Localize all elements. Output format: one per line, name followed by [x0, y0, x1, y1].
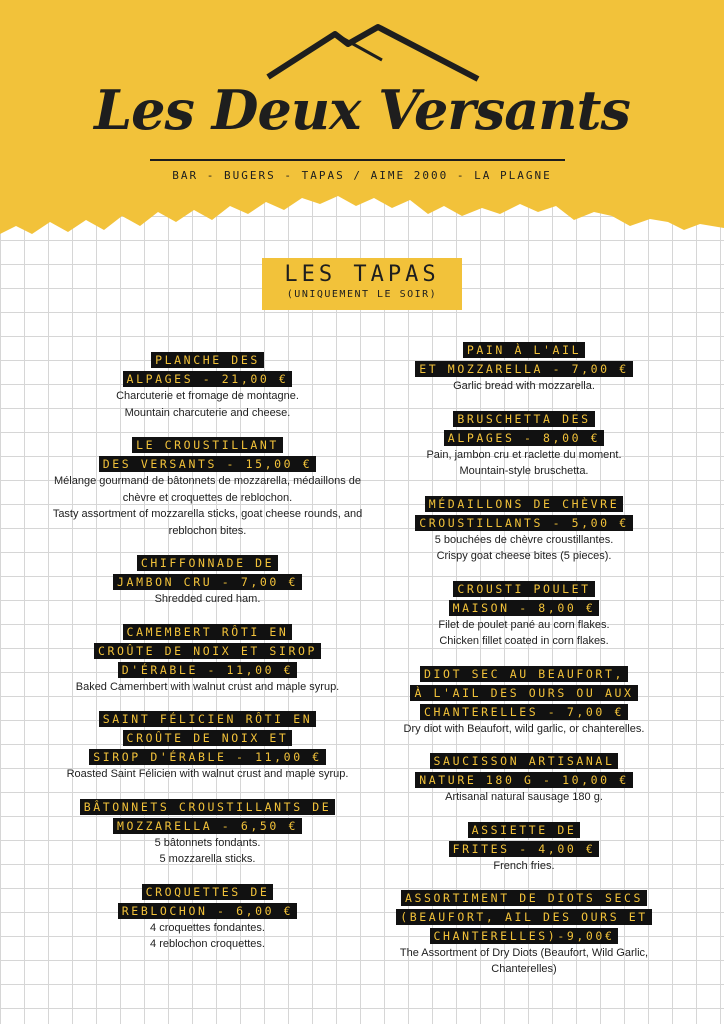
menu-item-title: FRITES - 4,00 €	[449, 841, 600, 857]
menu-item-title: PLANCHE DES	[151, 352, 264, 368]
menu-item-title: CAMEMBERT RÔTI EN	[123, 624, 293, 640]
header-banner	[0, 0, 724, 250]
menu-item-title: CHANTERELLES)-9,00€	[430, 928, 619, 944]
menu-item-description: Garlic bread with mozzarella.	[453, 380, 595, 392]
menu-item-title: MÉDAILLONS DE CHÈVRE	[425, 496, 623, 512]
menu-item-title: SAUCISSON ARTISANAL	[430, 753, 619, 769]
menu-item	[370, 888, 678, 977]
menu-item-description: 5 mozzarella sticks.	[159, 853, 256, 865]
menu-item	[50, 350, 365, 421]
menu-item-description: 4 croquettes fondantes.	[150, 921, 265, 934]
menu-item-title: ASSIETTE DE	[468, 822, 581, 838]
menu-item-description: Pain, jambon cru et raclette du moment.	[426, 448, 622, 461]
section-title: LES TAPAS	[284, 262, 440, 287]
menu-item-title: DIOT SEC AU BEAUFORT,	[420, 666, 628, 682]
menu-item-title: BRUSCHETTA DES	[453, 411, 594, 427]
menu-item-title: CROÛTE DE NOIX ET	[123, 730, 293, 746]
menu-item-description: Artisanal natural sausage 180 g.	[445, 791, 603, 803]
menu-item-title: ET MOZZARELLA - 7,00 €	[415, 361, 633, 377]
menu-item	[50, 797, 365, 868]
menu-item	[370, 409, 678, 480]
menu-item-title: PAIN À L'AIL	[463, 342, 585, 358]
menu-item	[370, 579, 678, 650]
menu-item	[370, 820, 678, 875]
menu-item-description: The Assortment of Dry Diots (Beaufort, Wild Garlic, Chanterelles)	[399, 947, 649, 975]
menu-item	[50, 709, 365, 783]
menu-item-description: Tasty assortment of mozzarella sticks, goat cheese rounds, and	[52, 508, 363, 520]
menu-item-description: 5 bâtonnets fondants.	[154, 836, 261, 849]
menu-item-title: JAMBON CRU - 7,00 €	[113, 574, 302, 590]
menu-item-description: Filet de poulet pané au corn flakes.	[438, 618, 610, 631]
menu-item-description: reblochon bites.	[168, 524, 247, 537]
menu-column-right	[370, 340, 678, 991]
brand-name: Les Deux Versants	[94, 78, 630, 142]
menu-item-title: MOZZARELLA - 6,50 €	[113, 818, 302, 834]
menu-item-description: Mountain charcuterie and cheese.	[124, 406, 291, 419]
menu-item-title: CROUSTI POULET	[453, 581, 594, 597]
menu-item-title: SIROP D'ÉRABLE - 11,00 €	[89, 749, 326, 765]
menu-item-title: CHANTERELLES - 7,00 €	[420, 704, 628, 720]
menu-item-title: ALPAGES - 21,00 €	[123, 371, 293, 387]
menu-item-title: CROUSTILLANTS - 5,00 €	[415, 515, 633, 531]
menu-item-description: 4 reblochon croquettes.	[150, 938, 265, 950]
menu-item-title: MAISON - 8,00 €	[449, 600, 600, 616]
menu-item-title: CROÛTE DE NOIX ET SIROP	[94, 643, 321, 659]
menu-item-description: Crispy goat cheese bites (5 pieces).	[436, 550, 612, 562]
menu-item-title: DES VERSANTS - 15,00 €	[99, 456, 317, 472]
menu-item-title: ASSORTIMENT DE DIOTS SECS	[401, 890, 647, 906]
menu-item-title: SAINT FÉLICIEN RÔTI EN	[99, 711, 317, 727]
menu-item-description: Baked Camembert with walnut crust and maple syrup.	[75, 680, 340, 693]
menu-item-description: Mountain-style bruschetta.	[459, 465, 589, 477]
menu-item-title: REBLOCHON - 6,00 €	[118, 903, 297, 919]
menu-item-title: À L'AIL DES OURS OU AUX	[410, 685, 637, 701]
menu-item-description: Roasted Saint Félicien with walnut crust and maple syrup.	[66, 768, 349, 780]
menu-item-title: CHIFFONNADE DE	[137, 555, 278, 571]
menu-item	[50, 553, 365, 608]
menu-item	[370, 340, 678, 395]
menu-item-title: BÂTONNETS CROUSTILLANTS DE	[80, 799, 336, 815]
menu-column-left	[50, 350, 365, 967]
menu-item	[50, 882, 365, 953]
section-header	[262, 258, 462, 310]
menu-item	[50, 622, 365, 696]
tagline: BAR - BUGERS - TAPAS / AIME 2000 - LA PLAGNE	[172, 169, 552, 182]
menu-item-title: ALPAGES - 8,00 €	[444, 430, 604, 446]
menu-item-description: Dry diot with Beaufort, wild garlic, or chanterelles.	[403, 722, 645, 735]
menu-item-title: CROQUETTES DE	[142, 884, 274, 900]
menu-item	[370, 664, 678, 738]
menu-item-description: chèvre et croquettes de reblochon.	[122, 491, 293, 504]
menu-item-description: French fries.	[493, 859, 555, 872]
menu-item-description: Charcuterie et fromage de montagne.	[116, 390, 299, 402]
menu-item	[370, 494, 678, 565]
menu-item-title: (BEAUFORT, AIL DES OURS ET	[396, 909, 652, 925]
menu-item-title: NATURE 180 G - 10,00 €	[415, 772, 633, 788]
menu-item-description: Mélange gourmand de bâtonnets de mozzarella, médaillons de	[54, 475, 361, 487]
menu-item-title: LE CROUSTILLANT	[132, 437, 283, 453]
menu-item-description: Shredded cured ham.	[154, 593, 261, 605]
menu-item-title: D'ÉRABLE - 11,00 €	[118, 662, 297, 678]
menu-item-description: 5 bouchées de chèvre croustillantes.	[434, 533, 614, 546]
menu-item	[370, 751, 678, 806]
menu-item	[50, 435, 365, 539]
section-subtitle: (UNIQUEMENT LE SOIR)	[286, 289, 438, 300]
menu-item-description: Chicken fillet coated in corn flakes.	[439, 635, 609, 647]
